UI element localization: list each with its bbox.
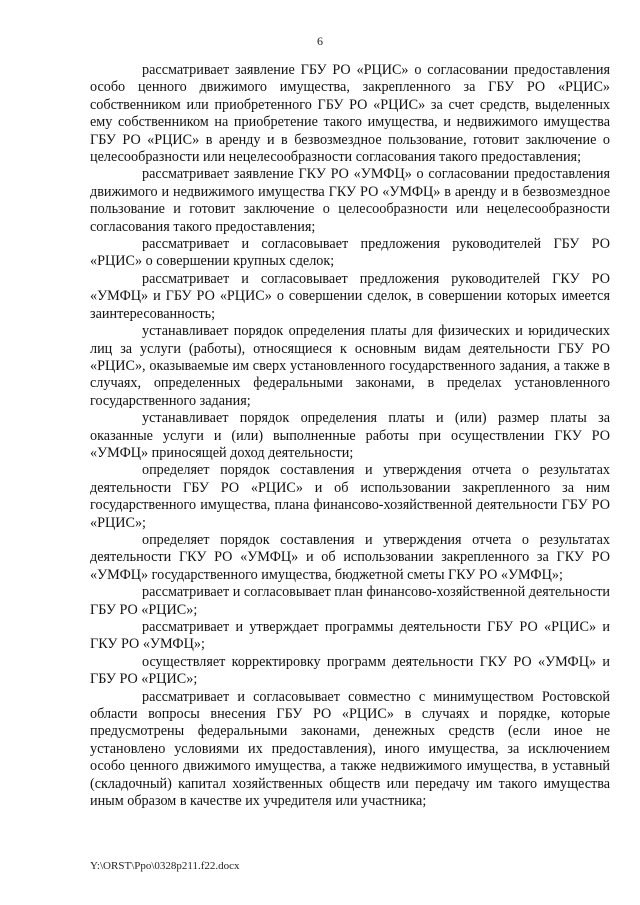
paragraph: рассматривает и согласовывает совместно с минимуществом Ростовской области вопросы внесения ГБУ РО «РЦИС» в случаях и порядке, которые предусмотрены федеральными законами, денежных средств (если иное не установлено условиями их предоставления), иного имущества, за исключением особо ценного движимого имущества, а также недвижимого имущества, в уставный (складочный) капитал хозяйственных обществ или передачу им такого имущества иным образом в качестве их учредителя или участника;: [90, 688, 610, 810]
paragraph: рассматривает заявление ГБУ РО «РЦИС» о согласовании предоставления особо ценного движимого имущества, закрепленного за ГБУ РО «РЦИС» собственником или приобретенного ГБУ РО «РЦИС» за счет средств, выделенных ему собственником на приобретение такого имущества, и недвижимого имущества ГБУ РО «РЦИС» в аренду и в безвозмездное пользование, готовит заключение о целесообразности или нецелесообразности согласования такого предоставления;: [90, 62, 610, 166]
paragraph: рассматривает и согласовывает план финансово-хозяйственной деятельности ГБУ РО «РЦИС»;: [90, 584, 610, 618]
paragraph: осуществляет корректировку программ деятельности ГКУ РО «УМФЦ» и ГБУ РО «РЦИС»;: [90, 653, 610, 688]
footer-file-path: Y:\ORST\Ppo\0328p211.f22.docx: [90, 860, 240, 872]
paragraph: рассматривает и утверждает программы деятельности ГБУ РО «РЦИС» и ГКУ РО «УМФЦ»;: [90, 619, 610, 653]
paragraph: рассматривает и согласовывает предложения руководителей ГКУ РО «УМФЦ» и ГБУ РО «РЦИС» о совершении сделок, в совершении которых имеется заинтересованность;: [90, 270, 610, 322]
paragraph: рассматривает заявление ГКУ РО «УМФЦ» о согласовании предоставления движимого и недвижимого имущества ГКУ РО «УМФЦ» в аренду и в безвозмездное пользование и готовит заключение о целесообразности или нецелесообразности согласования такого предоставления;: [90, 166, 610, 235]
paragraph: устанавливает порядок определения платы и (или) размер платы за оказанные услуги и (или) выполненные работы при осуществлении ГКУ РО «УМФЦ» приносящей доход деятельности;: [90, 410, 610, 461]
paragraph: определяет порядок составления и утверждения отчета о результатах деятельности ГБУ РО «РЦИС» и об использовании закрепленного за ним государственного имущества, плана финансово-хозяйственной деятельности ГБУ РО «РЦИС»;: [90, 462, 610, 531]
paragraph: устанавливает порядок определения платы для физических и юридических лиц за услуги (работы), относящиеся к основным видам деятельности ГБУ РО «РЦИС», оказываемые им сверх установленного государственного задания, а также в случаях, определенных федеральными законами, в пределах установленного государственного задания;: [90, 323, 610, 409]
paragraph: определяет порядок составления и утверждения отчета о результатах деятельности ГКУ РО «УМФЦ» и об использовании закрепленного за ГКУ РО «УМФЦ» государственного имущества, бюджетной сметы ГКУ РО «УМФЦ»;: [90, 531, 610, 583]
paragraph: рассматривает и согласовывает предложения руководителей ГБУ РО «РЦИС» о совершении крупных сделок;: [90, 236, 610, 270]
document-body: [90, 62, 610, 810]
page-number: 6: [317, 34, 323, 48]
